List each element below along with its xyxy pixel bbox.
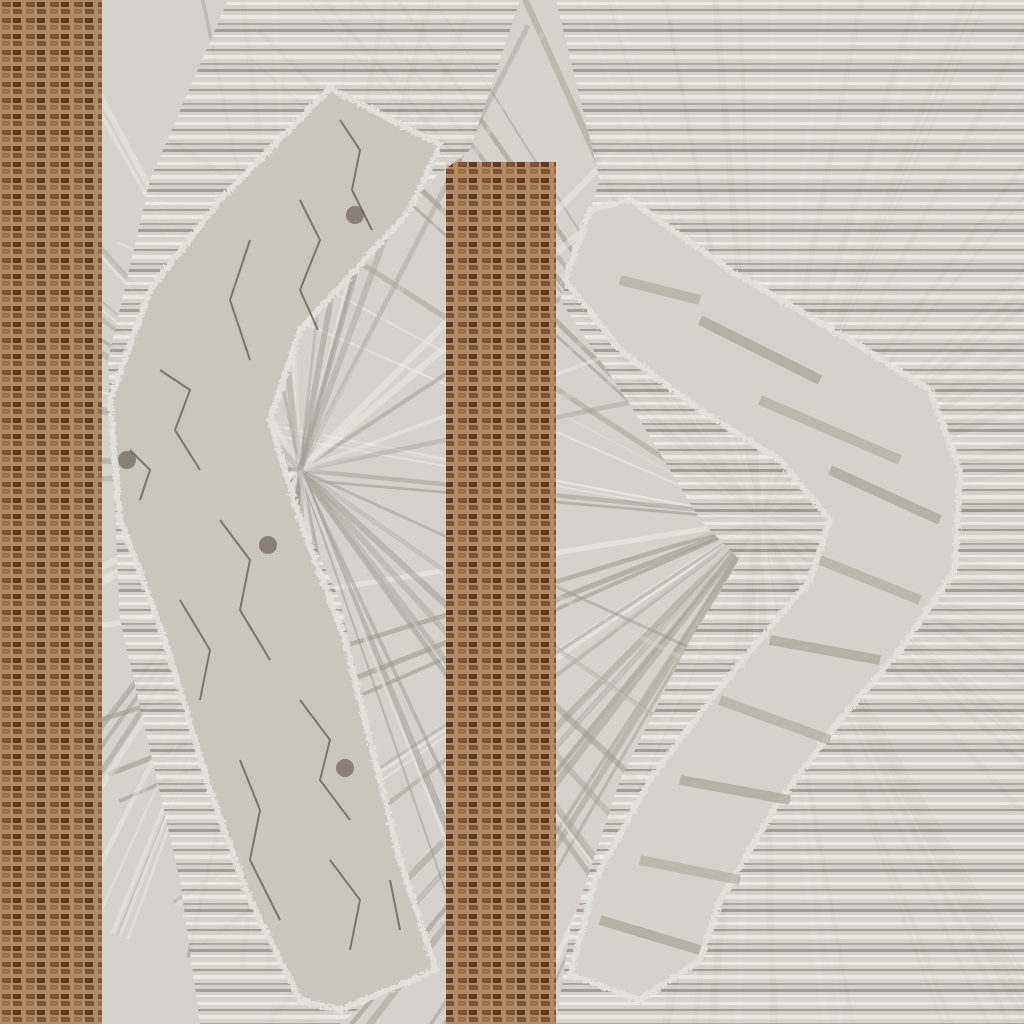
stone-chip [346,206,364,224]
stone-chip [259,536,277,554]
brick-column-left [0,0,102,1024]
brick-column-center [446,162,556,1024]
stone-chip [118,451,136,469]
stone-chip [336,759,354,777]
